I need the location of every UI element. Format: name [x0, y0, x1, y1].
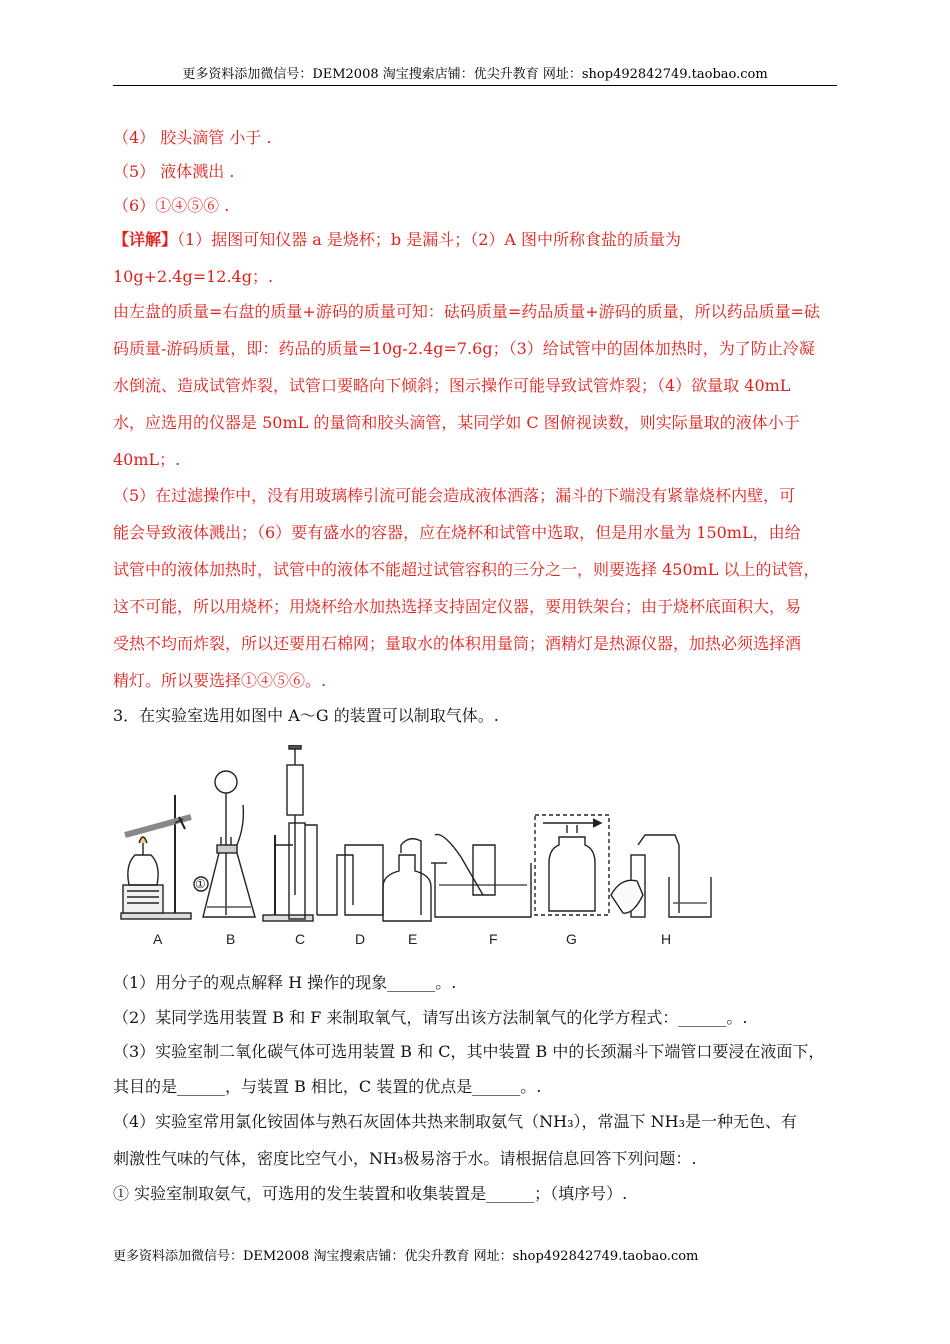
figure-label-e: E: [408, 931, 418, 947]
apparatus-b: [194, 771, 255, 917]
figure-label-c: C: [295, 931, 306, 947]
question-3-stem: 3．在实验室选用如图中 A～G 的装置可以制取气体。.: [113, 706, 499, 725]
question-3-part-3b: 其目的是______，与装置 B 相比，C 装置的优点是______。.: [113, 1077, 542, 1096]
explanation-line-6: 水，应选用的仪器是 50mL 的量筒和胶头滴管，某同学如 C 图俯视读数，则实际量取的液体小于: [113, 413, 800, 432]
page-footer: 更多资料添加微信号：DEM2008 淘宝搜索店铺：优尖升教育 网址：shop492842749.taobao.com: [113, 1249, 699, 1264]
explanation-line-3: 由左盘的质量=右盘的质量+游码的质量可知：砝码质量=药品质量+游码的质量，所以药品质量=砝: [113, 302, 821, 321]
apparatus-drawing: [113, 745, 833, 930]
explanation-line-13: 精灯。所以要选择①④⑤⑥。.: [113, 671, 327, 690]
answer-6: （6）①④⑤⑥ .: [113, 196, 230, 215]
apparatus-c: [263, 745, 317, 921]
figure-label-d: D: [355, 931, 366, 947]
question-3-part-4c: ① 实验室制取氨气，可选用的发生装置和收集装置是______；（填序号）.: [113, 1184, 628, 1203]
apparatus-d: [317, 845, 383, 915]
explanation-line-9: 能会导致液体溅出；（6）要有盛水的容器，应在烧杯和试管中选取，但是用水量为 150mL，由给: [113, 523, 801, 542]
answer-5: （5） 液体溅出 .: [113, 162, 235, 181]
answer-4: （4） 胶头滴管 小于 .: [113, 128, 272, 147]
figure-label-f: F: [489, 931, 498, 947]
question-3-part-1: （1）用分子的观点解释 H 操作的现象______。.: [113, 973, 457, 992]
question-3-part-4b: 刺激性气味的气体，密度比空气小，NH₃极易溶于水。请根据信息回答下列问题：.: [113, 1149, 697, 1168]
apparatus-h: [611, 835, 711, 917]
apparatus-f: [431, 834, 531, 917]
figure-marker-1: ①: [195, 877, 206, 891]
question-3-part-4a: （4）实验室常用氯化铵固体与熟石灰固体共热来制取氨气（NH₃），常温下 NH₃是一种无色、有: [113, 1112, 798, 1131]
question-3-part-2: （2）某同学选用装置 B 和 F 来制取氧气，请写出该方法制氧气的化学方程式：______。.: [113, 1008, 748, 1027]
explanation-text-1: （1）据图可知仪器 a 是烧杯；b 是漏斗；（2）A 图中所称食盐的质量为: [177, 230, 682, 249]
question-3-part-3a: （3）实验室制二氧化碳气体可选用装置 B 和 C，其中装置 B 中的长颈漏斗下端管口要浸在液面下，: [113, 1042, 825, 1061]
explanation-line-7: 40mL；.: [113, 450, 181, 469]
explanation-tag: 【详解】: [113, 230, 178, 249]
explanation-line-8: （5）在过滤操作中，没有用玻璃棒引流可能会造成液体洒落；漏斗的下端没有紧靠烧杯内壁，可: [113, 486, 796, 505]
page-header: 更多资料添加微信号：DEM2008 淘宝搜索店铺：优尖升教育 网址：shop492842749.taobao.com: [182, 67, 768, 82]
explanation-line-4: 码质量-游码质量，即：药品的质量=10g-2.4g=7.6g；（3）给试管中的固体加热时，为了防止冷凝: [113, 339, 815, 358]
explanation-line-12: 受热不均而炸裂，所以还要用石棉网；量取水的体积用量筒；酒精灯是热源仪器，加热必须选择酒: [113, 634, 802, 653]
apparatus-a: [121, 795, 191, 919]
explanation-line-2: 10g+2.4g=12.4g；.: [113, 267, 274, 286]
explanation-line-5: 水倒流、造成试管炸裂，试管口要略向下倾斜；图示操作可能导致试管炸裂；（4）欲量取 40mL: [113, 376, 791, 395]
explanation-line-10: 试管中的液体加热时，试管中的液体不能超过试管容积的三分之一，则要选择 450mL 以上的试管，: [113, 560, 820, 579]
header-divider: [113, 85, 837, 86]
figure-label-h: H: [661, 931, 672, 947]
figure-label-a: A: [153, 931, 163, 947]
apparatus-g: [535, 815, 609, 915]
explanation-line-11: 这不可能，所以用烧杯；用烧杯给水加热选择支持固定仪器，要用铁架台；由于烧杯底面积大，易: [113, 597, 802, 616]
apparatus-figure: [113, 745, 833, 950]
apparatus-e: [383, 839, 431, 921]
explanation-line-1: [113, 230, 681, 250]
figure-label-b: B: [226, 931, 236, 947]
figure-label-g: G: [566, 931, 577, 947]
